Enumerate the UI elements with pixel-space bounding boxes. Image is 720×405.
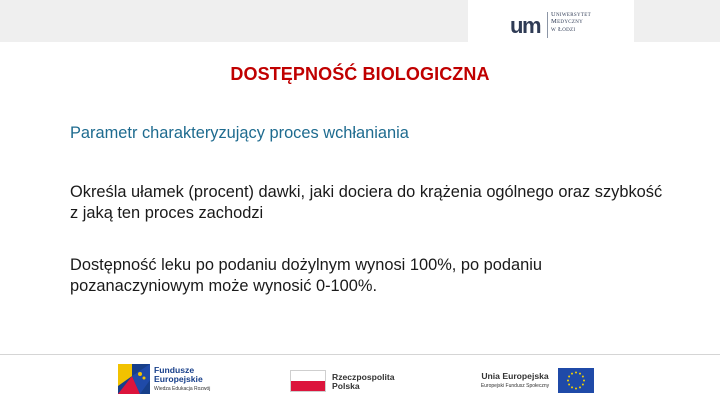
um-logo-icon bbox=[510, 14, 546, 36]
paragraph-3: Dostępność leku po podaniu dożylnym wynosi 100%, po podaniu pozanaczyniowym może wynosić 0-100%. bbox=[70, 256, 542, 295]
fundusze-europejskie-icon bbox=[118, 364, 150, 394]
paragraph-1: Parametr charakteryzujący proces wchłaniania bbox=[70, 124, 409, 142]
university-name-line-1: Uniwersytet bbox=[551, 11, 591, 18]
unia-europejska-label bbox=[476, 371, 554, 389]
logo-divider bbox=[547, 12, 548, 38]
footer-divider bbox=[0, 354, 720, 355]
fe-line-2: Europejskie bbox=[154, 373, 203, 384]
polish-flag-icon bbox=[290, 370, 326, 392]
university-name-line-2: Medyczny bbox=[551, 18, 584, 26]
rp-line-1: Rzeczpospolita bbox=[332, 372, 395, 382]
university-name bbox=[551, 11, 621, 33]
rp-line-2: Polska bbox=[332, 381, 360, 392]
ue-line-1: Unia Europejska bbox=[481, 371, 549, 381]
paragraph-2: Określa ułamek (procent) dawki, jaki dociera do krążenia ogólnego oraz szybkość z jaką ten proces zachodzi bbox=[70, 183, 663, 222]
svg-text:um: um bbox=[510, 14, 540, 36]
fe-line-3: Wiedza Edukacja Rozwój bbox=[154, 386, 211, 393]
fe-line-1: Fundusze bbox=[154, 365, 195, 375]
ue-line-2: Europejski Fundusz Społeczny bbox=[480, 383, 550, 389]
university-logo bbox=[468, 0, 634, 42]
fundusze-europejskie-label bbox=[154, 366, 210, 394]
rzeczpospolita-polska-label bbox=[332, 373, 395, 392]
eu-flag-icon bbox=[558, 368, 594, 393]
university-name-line-3: w Łodzi bbox=[551, 25, 576, 33]
slide-title: DOSTĘPNOŚĆ BIOLOGICZNA bbox=[230, 64, 490, 84]
